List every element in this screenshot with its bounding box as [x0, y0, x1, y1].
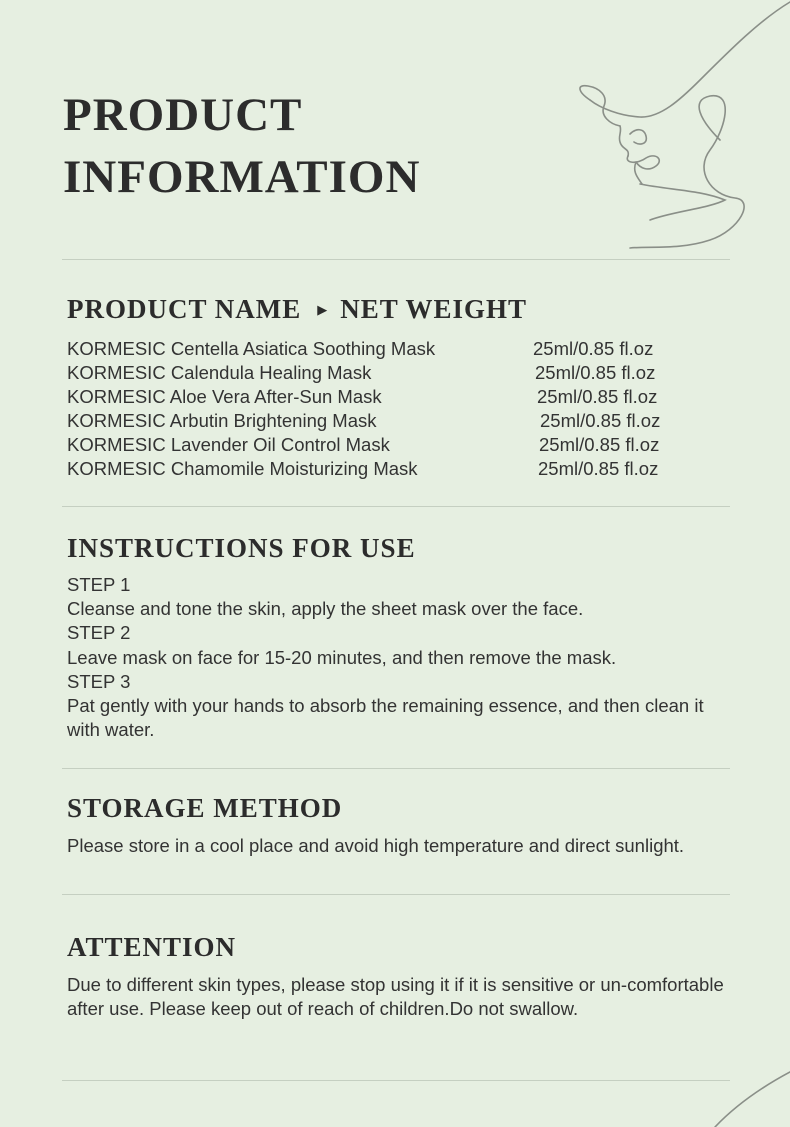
attention-text: Due to different skin types, please stop using it if it is sensitive or un-comfortable after use. Please keep out of reach of children.Do not swallow. — [67, 974, 724, 1020]
instructions-heading: INSTRUCTIONS FOR USE — [67, 533, 416, 563]
divider-5 — [62, 1080, 730, 1081]
product-name: KORMESIC Chamomile Moisturizing Mask — [67, 458, 418, 479]
product-row — [67, 337, 782, 361]
step-label: STEP 2 — [67, 622, 131, 644]
heading-net-weight: NET WEIGHT — [340, 294, 528, 324]
product-name: KORMESIC Aloe Vera After-Sun Mask — [67, 386, 382, 407]
heading-product-name: PRODUCT NAME — [67, 294, 302, 324]
product-list — [67, 337, 782, 481]
storage-text: Please store in a cool place and avoid high temperature and direct sunlight. — [67, 835, 685, 856]
product-row — [67, 385, 782, 409]
step-text: Leave mask on face for 15-20 minutes, and then remove the mask. — [67, 646, 617, 668]
divider-2 — [62, 506, 730, 507]
step-label: STEP 3 — [67, 670, 131, 692]
corner-line-art-icon — [690, 1040, 790, 1127]
page-title-line-2: INFORMATION — [63, 151, 421, 203]
product-name-heading — [67, 294, 527, 325]
product-weight: 25ml/0.85 fl.oz — [540, 410, 661, 431]
product-name: KORMESIC Centella Asiatica Soothing Mask — [67, 338, 436, 359]
divider-4 — [62, 894, 730, 895]
face-line-art-icon — [560, 0, 790, 260]
product-weight: 25ml/0.85 fl.oz — [539, 434, 660, 455]
product-weight: 25ml/0.85 fl.oz — [533, 338, 654, 359]
product-weight: 25ml/0.85 fl.oz — [537, 386, 658, 407]
triangle-arrow-icon: ▶ — [317, 301, 329, 317]
product-row — [67, 433, 782, 457]
product-weight: 25ml/0.85 fl.oz — [538, 458, 659, 479]
page-title-line-1: PRODUCT — [63, 89, 303, 141]
page-title — [63, 84, 420, 208]
divider-1 — [62, 259, 730, 260]
attention-body — [67, 973, 727, 1021]
storage-body — [67, 834, 782, 858]
instructions-body — [67, 573, 782, 742]
product-row — [67, 457, 782, 481]
product-weight: 25ml/0.85 fl.oz — [535, 362, 656, 383]
step-text: Cleanse and tone the skin, apply the sheet mask over the face. — [67, 598, 584, 620]
divider-3 — [62, 768, 730, 769]
step-text: Pat gently with your hands to absorb the remaining essence, and then clean it with water. — [67, 695, 704, 741]
step-label: STEP 1 — [67, 574, 131, 595]
product-name: KORMESIC Arbutin Brightening Mask — [67, 410, 377, 431]
storage-heading: STORAGE METHOD — [67, 793, 343, 823]
attention-heading: ATTENTION — [67, 932, 237, 962]
product-name: KORMESIC Calendula Healing Mask — [67, 362, 372, 383]
product-row — [67, 409, 782, 433]
product-name: KORMESIC Lavender Oil Control Mask — [67, 434, 390, 455]
product-row — [67, 361, 782, 385]
